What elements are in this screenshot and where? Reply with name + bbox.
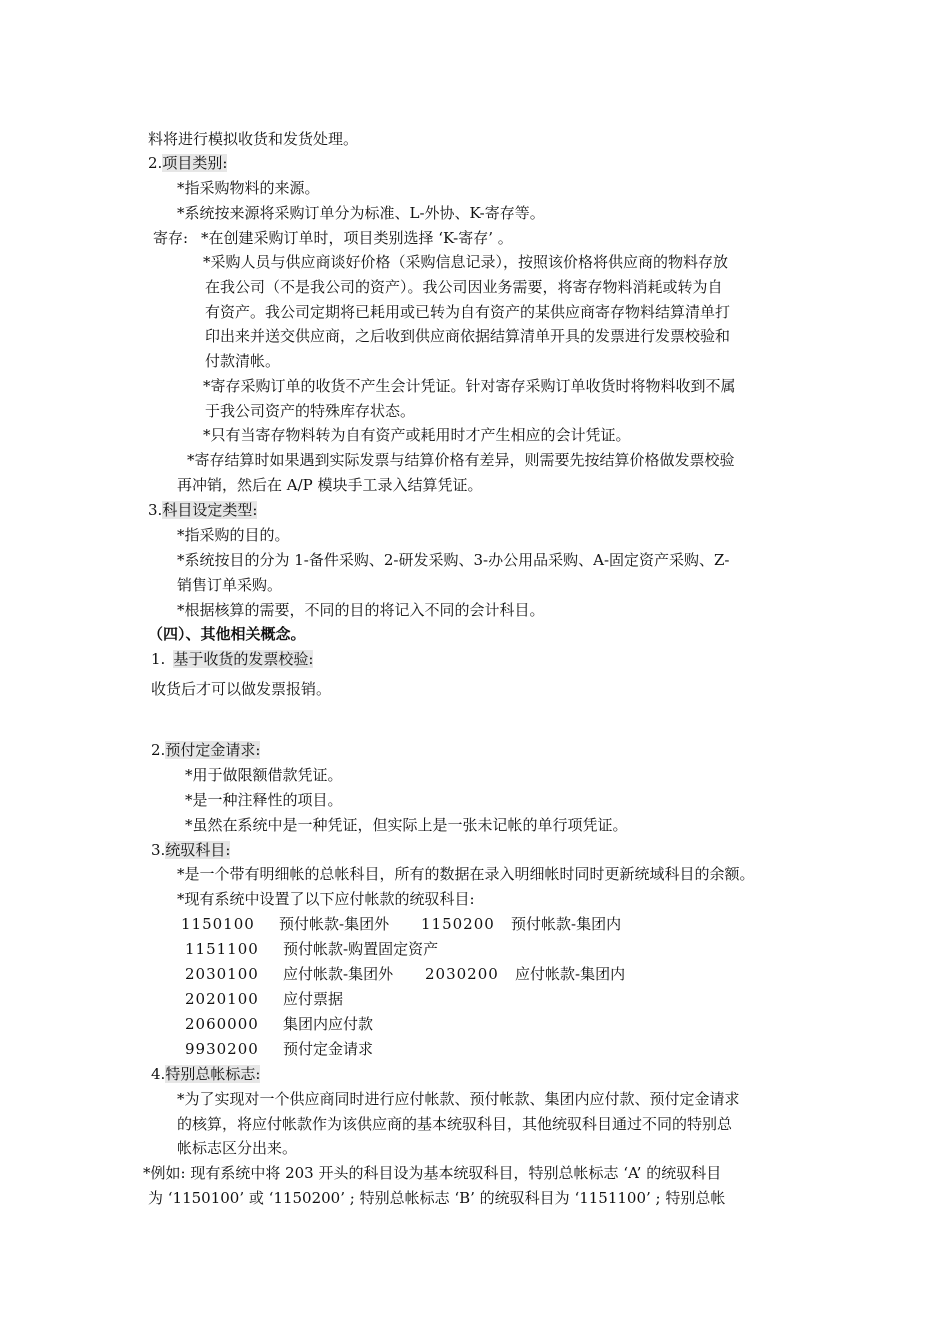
bullet-continuation: 印出来并送交供应商，之后收到供应商依据结算清单开具的发票进行发票校验和 <box>205 327 731 345</box>
paragraph: 收货后才可以做发票报销。 <box>151 680 332 698</box>
bullet-continuation: 于我公司资产的特殊库存状态。 <box>205 402 416 420</box>
account-code: 1150100 <box>181 915 255 933</box>
bullet: *系统按来源将采购订单分为标准、L-外协、K-寄存等。 <box>177 204 545 222</box>
paragraph-continuation: 料将进行模拟收货和发货处理。 <box>148 130 359 148</box>
section-title: 统驭科目: <box>165 841 231 859</box>
topic-1-heading <box>151 649 313 669</box>
account-name-2: 应付帐款-集团内 <box>515 965 626 983</box>
account-code: 2030100 <box>185 965 259 983</box>
section-3-heading <box>148 500 257 520</box>
topic-2-heading <box>151 740 260 760</box>
section-title: 科目设定类型: <box>162 501 258 519</box>
bullet: *为了实现对一个供应商同时进行应付帐款、预付帐款、集团内应付款、预付定金请求 <box>177 1090 740 1108</box>
bullet: *采购人员与供应商谈好价格（采购信息记录），按照该价格将供应商的物料存放 <box>203 253 729 271</box>
bullet: *指采购物料的来源。 <box>177 179 320 197</box>
account-code: 2060000 <box>185 1015 259 1033</box>
account-name-2: 预付帐款-集团内 <box>511 915 622 933</box>
bullet-continuation: 付款清帐。 <box>205 352 281 370</box>
section-number: 3. <box>148 501 163 519</box>
bullet-continuation: 的核算，将应付帐款作为该供应商的基本统驭科目，其他统驭科目通过不同的特别总 <box>177 1115 733 1133</box>
account-name: 预付定金请求 <box>283 1040 374 1058</box>
section-four-heading: （四）、其他相关概念。 <box>148 625 306 643</box>
account-code: 2020100 <box>185 990 259 1008</box>
account-name: 应付票据 <box>283 990 344 1008</box>
account-name: 集团内应付款 <box>283 1015 374 1033</box>
bullet-continuation: 在我公司（不是我公司的资产）。我公司因业务需要，将寄存物料消耗或转为自 <box>205 278 723 296</box>
section-title: 项目类别: <box>162 154 228 172</box>
bullet: *虽然在系统中是一种凭证，但实际上是一张未记帐的单行项凭证。 <box>185 816 628 834</box>
account-name: 应付帐款-集团外 <box>283 965 394 983</box>
bullet: *现有系统中设置了以下应付帐款的统驭科目: <box>177 890 475 908</box>
bullet: *系统按目的分为 1-备件采购、2-研发采购、3-办公用品采购、A-固定资产采购、Z- <box>177 551 730 569</box>
bullet: *在创建采购订单时，项目类别选择 ‘K-寄存’ 。 <box>201 229 513 247</box>
section-title: 预付定金请求: <box>165 741 261 759</box>
section-number: 4. <box>151 1065 166 1083</box>
bullet: *是一个带有明细帐的总帐科目，所有的数据在录入明细帐时同时更新统域科目的余额。 <box>177 865 755 883</box>
section-title: 特别总帐标志: <box>165 1065 261 1083</box>
bullet: *根据核算的需要，不同的目的将记入不同的会计科目。 <box>177 601 545 619</box>
bullet: *是一种注释性的项目。 <box>185 791 343 809</box>
topic-4-heading <box>151 1064 260 1084</box>
section-number: 2. <box>151 741 166 759</box>
bullet: *寄存采购订单的收货不产生会计凭证。针对寄存采购订单收货时将物料收到不属 <box>203 377 736 395</box>
section-number: 3. <box>151 841 166 859</box>
bullet-continuation: 有资产。我公司定期将已耗用或已转为自有资产的某供应商寄存物料结算清单打 <box>205 303 731 321</box>
bullet: *指采购的目的。 <box>177 526 290 544</box>
consignment-label: 寄存: <box>153 229 189 247</box>
bullet-continuation: 销售订单采购。 <box>177 576 283 594</box>
section-title: 基于收货的发票校验: <box>173 650 314 668</box>
account-name: 预付帐款-购置固定资产 <box>283 940 439 958</box>
bullet: *寄存结算时如果遇到实际发票与结算价格有差异，则需要先按结算价格做发票校验 <box>187 451 735 469</box>
section-number: 2. <box>148 154 163 172</box>
account-code-2: 1150200 <box>421 915 495 933</box>
account-code-2: 2030200 <box>425 965 499 983</box>
account-name: 预付帐款-集团外 <box>279 915 390 933</box>
example-paragraph: *例如: 现有系统中将 203 开头的科目设为基本统驭科目，特别总帐标志 ‘A’ 的统驭科目 <box>143 1164 722 1182</box>
section-number: 1. <box>151 650 166 668</box>
topic-3-heading <box>151 840 230 860</box>
example-paragraph-continuation: 为 ‘1150100’ 或 ‘1150200’ ; 特别总帐标志 ‘B’ 的统驭科目为 ‘1151100’ ; 特别总帐 <box>148 1189 726 1207</box>
account-code: 9930200 <box>185 1040 259 1058</box>
bullet: *用于做限额借款凭证。 <box>185 766 343 784</box>
bullet-continuation: 帐标志区分出来。 <box>177 1139 298 1157</box>
bullet-continuation: 再冲销，然后在 A/P 模块手工录入结算凭证。 <box>177 476 483 494</box>
section-2-heading <box>148 153 227 173</box>
bullet: *只有当寄存物料转为自有资产或耗用时才产生相应的会计凭证。 <box>203 426 631 444</box>
account-code: 1151100 <box>185 940 259 958</box>
